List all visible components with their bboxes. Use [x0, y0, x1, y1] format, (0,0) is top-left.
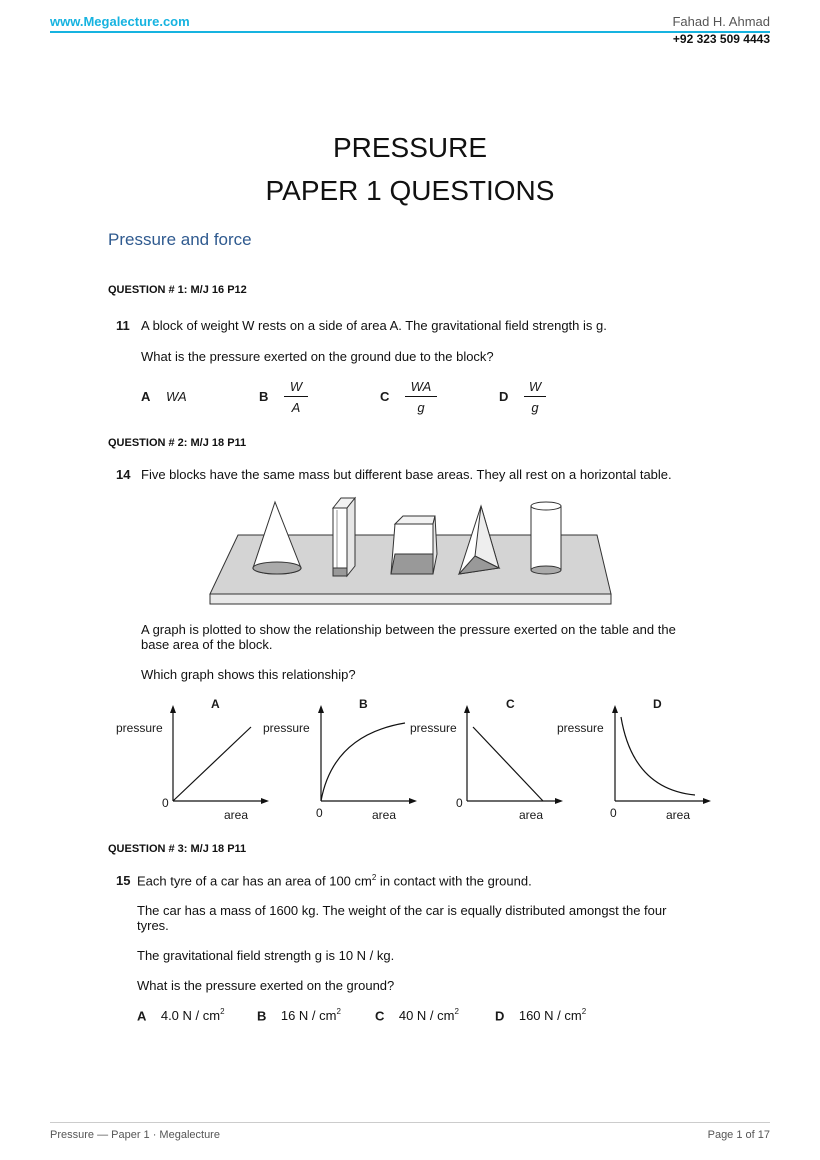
graph-a-curve [173, 727, 251, 801]
graph-c-ylabel: pressure [410, 721, 457, 735]
footer-divider [50, 1122, 770, 1123]
graph-c-curve [473, 727, 543, 801]
graph-d-ylabel: pressure [557, 721, 604, 735]
q1-option-c-denominator: g [417, 400, 425, 415]
q1-option-a-value: WA [166, 389, 187, 404]
q3-option-a [137, 1007, 225, 1025]
graph-d-plot [607, 705, 712, 810]
q1-option-d-numerator: W [528, 379, 542, 394]
box-block [391, 516, 437, 574]
q3-option-a-value: 4.0 N / cm [160, 1008, 221, 1024]
q3-option-c-value: 40 N / cm [398, 1008, 455, 1024]
section-heading: Pressure and force [108, 230, 252, 249]
fraction-bar [524, 396, 546, 397]
footer-label: Pressure — Paper 1 · Megalecture [50, 1129, 220, 1141]
question-2-number: 14 [116, 467, 131, 482]
graph-d-letter: D [653, 697, 662, 711]
q3-option-d-value: 160 N / cm [518, 1008, 582, 1024]
question-3-text [137, 873, 532, 888]
question-2-text: Five blocks have the same mass but different base areas. They all rest on a horizontal table. [141, 467, 672, 482]
q1-option-b-letter: B [259, 389, 269, 404]
q3-option-c-letter: C [375, 1008, 385, 1024]
graph-c-xlabel: area [519, 808, 544, 822]
graph-b-ylabel: pressure [263, 721, 310, 735]
q3-line1-sup: 2 [371, 873, 377, 882]
graph-c-origin: 0 [456, 796, 463, 810]
question-3-prompt: What is the pressure exerted on the ground? [137, 978, 395, 993]
q3-option-c-sup: 2 [454, 1007, 459, 1016]
question-3-description-2: tyres. [137, 918, 169, 933]
q3-option-a-sup: 2 [220, 1007, 225, 1016]
q1-option-b-denominator: A [291, 400, 301, 415]
q1-option-d-letter: D [499, 389, 509, 404]
q3-option-a-letter: A [137, 1008, 147, 1024]
q3-option-d-letter: D [495, 1008, 505, 1024]
q1-option-d-denominator: g [531, 400, 539, 415]
site-link[interactable]: www.Megalecture.com [50, 14, 190, 29]
header-divider [50, 31, 770, 33]
graph-b-origin: 0 [316, 806, 323, 820]
question-3-heading: QUESTION # 3: M/J 18 P11 [108, 843, 247, 855]
question-2-heading: QUESTION # 2: M/J 18 P11 [108, 437, 247, 449]
question-1-text: A block of weight W rests on a side of area A. The gravitational field strength is g. [141, 318, 607, 333]
q1-option-b-numerator: W [289, 379, 303, 394]
q1-option-b-fraction [284, 379, 308, 415]
q1-option-c-numerator: WA [410, 379, 432, 394]
q1-option-c-letter: C [380, 389, 390, 404]
graph-a-xlabel: area [224, 808, 249, 822]
q1-option-d-fraction [524, 379, 546, 415]
page-title: PRESSURE [332, 132, 488, 163]
fraction-bar [405, 396, 437, 397]
graph-a-ylabel: pressure [116, 721, 163, 735]
q3-line1-post: in contact with the ground. [376, 873, 532, 889]
question-1-prompt: What is the pressure exerted on the ground due to the block? [141, 349, 494, 364]
q1-option-c-fraction [405, 379, 437, 415]
q3-line1-pre: Each tyre of a car has an area of 100 cm [137, 873, 372, 889]
graph-a-origin: 0 [162, 796, 169, 810]
q3-option-b [257, 1007, 341, 1025]
q3-option-d-sup: 2 [581, 1007, 587, 1016]
phone-number: +92 323 509 4443 [672, 32, 770, 46]
graph-c-letter: C [506, 697, 515, 711]
graph-b-plot [313, 705, 418, 810]
q3-option-b-letter: B [257, 1008, 267, 1024]
graph-d-curve [621, 717, 695, 795]
question-3-number: 15 [116, 873, 131, 888]
graph-c-plot [459, 705, 564, 810]
fraction-bar [284, 396, 308, 397]
graph-b-curve [321, 723, 405, 801]
question-2-description-2: base area of the block. [141, 637, 273, 652]
page-number: Page 1 of 17 [707, 1129, 770, 1141]
q3-option-b-value: 16 N / cm [280, 1008, 337, 1024]
graph-a-plot [165, 705, 270, 810]
graph-d-origin: 0 [610, 806, 617, 820]
question-2-prompt: Which graph shows this relationship? [141, 667, 356, 682]
graph-b-xlabel: area [372, 808, 397, 822]
question-3-description-1: The car has a mass of 1600 kg. The weight of the car is equally distributed amongst the four [137, 903, 667, 918]
question-2-description-1: A graph is plotted to show the relationship between the pressure exerted on the table and the [141, 622, 676, 637]
question-3-description-3: The gravitational field strength g is 10 N / kg. [137, 948, 395, 963]
q3-option-d [495, 1007, 586, 1025]
graph-a-letter: A [211, 697, 220, 711]
table-edge [210, 594, 611, 604]
cylinder-block [531, 502, 561, 574]
table-blocks-illustration [205, 492, 615, 607]
page-subtitle: PAPER 1 QUESTIONS [265, 175, 555, 206]
question-1-number: 11 [116, 318, 130, 333]
graph-d-xlabel: area [666, 808, 691, 822]
tall-prism-block [333, 498, 355, 576]
author-name: Fahad H. Ahmad [672, 14, 770, 29]
graph-b-letter: B [359, 697, 368, 711]
question-1-heading: QUESTION # 1: M/J 16 P12 [108, 284, 247, 296]
q3-option-c [375, 1007, 459, 1025]
q1-option-a-letter: A [141, 389, 151, 404]
q3-option-b-sup: 2 [336, 1007, 341, 1016]
